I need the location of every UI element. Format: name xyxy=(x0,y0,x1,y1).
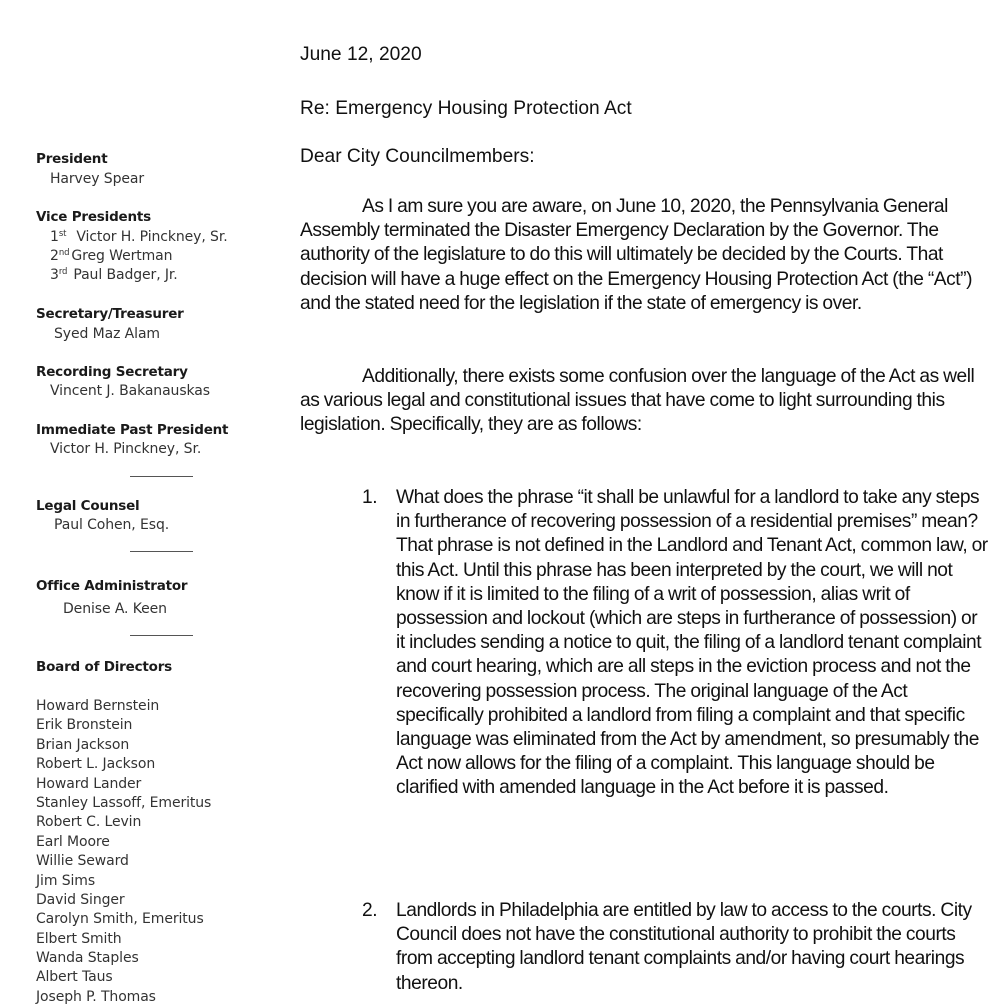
board-member: Stanley Lassoff, Emeritus xyxy=(36,794,212,811)
ordinal-number: 2 xyxy=(50,248,59,264)
immediate-past-president-heading: Immediate Past President xyxy=(36,422,229,438)
section-divider xyxy=(130,551,193,552)
office-administrator-name: Denise A. Keen xyxy=(63,601,167,617)
legal-counsel-heading: Legal Counsel xyxy=(36,498,140,514)
board-member: Earl Moore xyxy=(36,833,110,850)
president-heading: President xyxy=(36,151,108,167)
item-number: 2. xyxy=(362,900,378,921)
section-divider xyxy=(130,476,193,477)
board-member: Joseph P. Thomas xyxy=(36,988,156,1005)
board-of-directors-list xyxy=(36,697,211,1007)
legal-counsel-name: Paul Cohen, Esq. xyxy=(54,517,170,533)
letter-subject: Re: Emergency Housing Protection Act xyxy=(300,98,632,119)
body-paragraph-1 xyxy=(300,195,985,316)
letter-salutation: Dear City Councilmembers: xyxy=(300,146,535,167)
board-member: Willie Seward xyxy=(36,853,129,870)
paragraph-text: Additionally, there exists some confusion over the language of the Act as well as various legal and constitutional issues that have come to light surrounding this legislation. Specifically, they are as follows: xyxy=(300,366,975,436)
board-member: Erik Bronstein xyxy=(36,717,133,734)
item-text: What does the phrase “it shall be unlawful for a landlord to take any steps in furtherance of recovering possession of a residential premises” mean? That phrase is not defined in the Landlord and Tenant Act, common law, or this Act. Until this phrase has been interpreted by the court, we will not know if it is limited to the filing of a writ of possession, alias writ of possession and lockout (which are steps in furtherance of possession) or it includes sending a notice to quit, the filing of a landlord tenant complaint and court hearing, which are all steps in the eviction process and not the recovering possession process. The original language of the Act specifically prohibited a landlord from filing a complaint and that specific language was eliminated from the Act by amendment, so presumably the Act now allows for the filing of a complaint. This language should be clarified with amended language in the Act before it is passed. xyxy=(396,487,988,799)
letter-date: June 12, 2020 xyxy=(300,44,422,65)
immediate-past-president-name: Victor H. Pinckney, Sr. xyxy=(50,441,202,457)
ordinal-suffix: nd xyxy=(58,248,70,258)
vice-president-name: Victor H. Pinckney, Sr. xyxy=(76,229,228,245)
vice-presidents-heading: Vice Presidents xyxy=(36,209,151,225)
numbered-item-2 xyxy=(362,899,990,996)
section-divider xyxy=(130,635,193,636)
board-of-directors-heading: Board of Directors xyxy=(36,659,173,675)
board-member: Carolyn Smith, Emeritus xyxy=(36,911,204,928)
secretary-treasurer-heading: Secretary/Treasurer xyxy=(36,306,184,322)
board-member: Robert L. Jackson xyxy=(36,756,156,773)
body-paragraph-2 xyxy=(300,365,985,438)
board-member: David Singer xyxy=(36,891,125,908)
board-member: Howard Bernstein xyxy=(36,698,160,714)
board-member: Wanda Staples xyxy=(36,950,139,967)
secretary-treasurer-name: Syed Maz Alam xyxy=(54,326,160,342)
vice-president-1 xyxy=(50,229,228,245)
officers-sidebar xyxy=(0,0,290,1005)
vice-president-name: Greg Wertman xyxy=(71,248,173,264)
board-member: Albert Taus xyxy=(36,969,113,986)
numbered-item-1 xyxy=(362,486,990,801)
board-member: Elbert Smith xyxy=(36,930,122,947)
vice-president-2 xyxy=(50,248,172,264)
recording-secretary-heading: Recording Secretary xyxy=(36,364,188,380)
office-administrator-heading: Office Administrator xyxy=(36,578,188,594)
board-member: Jim Sims xyxy=(36,872,96,889)
ordinal-number: 1 xyxy=(50,229,59,245)
item-text: Landlords in Philadelphia are entitled by law to access to the courts. City Council does not have the constitutional authority to prohibit the courts from accepting landlord tenant complaints and/or having court hearings thereon. xyxy=(396,900,972,994)
recording-secretary-name: Vincent J. Bakanauskas xyxy=(50,383,210,399)
board-member: Robert C. Levin xyxy=(36,814,142,831)
ordinal-number: 3 xyxy=(50,267,59,283)
item-number: 1. xyxy=(362,487,378,508)
board-member: Brian Jackson xyxy=(36,736,130,753)
paragraph-text: As I am sure you are aware, on June 10, 2020, the Pennsylvania General Assembly terminated the Disaster Emergency Declaration by the Governor. The authority of the legislature to do this will ultimately be decided by the Courts. That decision will have a huge effect on the Emergency Housing Protection Act (the “Act”) and the stated need for the legislation if the state of emergency is over. xyxy=(300,196,973,314)
ordinal-suffix: st xyxy=(58,229,67,239)
vice-president-3 xyxy=(50,267,178,283)
ordinal-suffix: rd xyxy=(58,267,68,277)
vice-president-name: Paul Badger, Jr. xyxy=(73,267,178,283)
board-member: Howard Lander xyxy=(36,775,142,792)
president-name: Harvey Spear xyxy=(50,171,145,187)
